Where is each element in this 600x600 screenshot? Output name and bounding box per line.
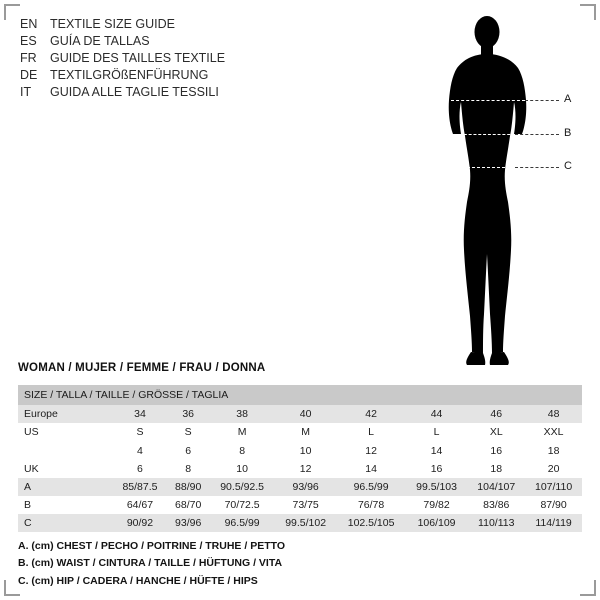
cell: 8	[209, 442, 274, 460]
cell: 14	[406, 442, 468, 460]
female-body-figure	[395, 10, 585, 370]
cell: 46	[467, 405, 525, 423]
cell: S	[167, 423, 209, 441]
measure-label-c: C	[564, 160, 572, 172]
size-table	[18, 385, 582, 532]
language-title-it: GUIDA ALLE TAGLIE TESSILI	[50, 84, 219, 99]
table-row	[18, 496, 582, 514]
cell: 99.5/103	[406, 478, 468, 496]
language-row-fr	[20, 50, 350, 67]
cell: L	[336, 423, 405, 441]
language-row-en	[20, 16, 350, 33]
cell: 40	[275, 405, 337, 423]
language-title-fr: GUIDE DES TAILLES TEXTILE	[50, 50, 226, 65]
cell: 104/107	[467, 478, 525, 496]
cell: 12	[275, 460, 337, 478]
cell: 12	[336, 442, 405, 460]
cell: 114/119	[525, 514, 582, 532]
cell: 90/92	[113, 514, 167, 532]
language-code-fr: FR	[20, 50, 37, 65]
cell: 70/72.5	[209, 496, 274, 514]
table-row	[18, 514, 582, 532]
cell: 76/78	[336, 496, 405, 514]
table-row	[18, 442, 582, 460]
cell: 14	[336, 460, 405, 478]
woman-silhouette-icon	[395, 10, 585, 370]
cell: 16	[467, 442, 525, 460]
language-title-en: TEXTILE SIZE GUIDE	[50, 17, 176, 31]
table-row	[18, 460, 582, 478]
cell: 6	[167, 442, 209, 460]
row-label-uk: UK	[18, 460, 113, 478]
cell: 64/67	[113, 496, 167, 514]
table-row	[18, 423, 582, 441]
cell: 90.5/92.5	[209, 478, 274, 496]
language-code-de: DE	[20, 67, 38, 82]
measure-line-hip-inner	[457, 167, 515, 168]
cell: 16	[406, 460, 468, 478]
cell: 10	[209, 460, 274, 478]
row-label-a: A	[18, 478, 113, 496]
table-header-label: SIZE / TALLA / TAILLE / GRÖSSE / TAGLIA	[24, 389, 229, 401]
cell: 68/70	[167, 496, 209, 514]
language-title-de: TEXTILGRÖßENFÜHRUNG	[50, 67, 209, 82]
language-row-it	[20, 84, 350, 101]
table-header-row	[18, 385, 582, 405]
cell: 42	[336, 405, 405, 423]
cell: 38	[209, 405, 274, 423]
measure-line-chest-outer	[525, 100, 559, 101]
language-row-es	[20, 33, 350, 50]
measure-line-chest-inner	[451, 100, 525, 101]
cell: 102.5/105	[336, 514, 405, 532]
cell: 79/82	[406, 496, 468, 514]
cell: 34	[113, 405, 167, 423]
row-label-c: C	[18, 514, 113, 532]
woman-section-header: WOMAN / MUJER / FEMME / FRAU / DONNA	[18, 362, 266, 374]
measure-line-waist-outer	[515, 134, 559, 135]
table-row	[18, 405, 582, 423]
cell: 83/86	[467, 496, 525, 514]
cell: 107/110	[525, 478, 582, 496]
cell: XL	[467, 423, 525, 441]
note-hip: C. (cm) HIP / CADERA / HANCHE / HÜFTE / HIPS	[18, 574, 258, 587]
cell: M	[275, 423, 337, 441]
measurement-notes	[18, 538, 285, 590]
note-chest: A. (cm) CHEST / PECHO / POITRINE / TRUHE / PETTO	[18, 540, 286, 552]
cell: 73/75	[275, 496, 337, 514]
language-code-it: IT	[20, 84, 32, 99]
row-label-us: US	[18, 423, 113, 441]
cell: 8	[167, 460, 209, 478]
row-label-us-numeric	[18, 442, 113, 460]
cell: 87/90	[525, 496, 582, 514]
language-row-de	[20, 67, 350, 84]
cell: 99.5/102	[275, 514, 337, 532]
corner-mark-bottom-right	[580, 580, 596, 596]
cell: 44	[406, 405, 468, 423]
cell: 18	[525, 442, 582, 460]
cell: S	[113, 423, 167, 441]
language-code-es: ES	[20, 33, 37, 48]
note-waist: B. (cm) WAIST / CINTURA / TAILLE / HÜFTUNG / VITA	[18, 557, 283, 570]
language-code-en: EN	[20, 17, 38, 31]
language-title-es: GUÍA DE TALLAS	[50, 33, 150, 48]
cell: XXL	[525, 423, 582, 441]
cell: 106/109	[406, 514, 468, 532]
measure-label-b: B	[564, 127, 572, 139]
table-row	[18, 478, 582, 496]
cell: 20	[525, 460, 582, 478]
measure-label-a: A	[564, 93, 572, 105]
cell: 96.5/99	[209, 514, 274, 532]
corner-mark-top-left	[4, 4, 20, 20]
cell: 6	[113, 460, 167, 478]
cell: 85/87.5	[113, 478, 167, 496]
cell: 48	[525, 405, 582, 423]
cell: 93/96	[167, 514, 209, 532]
cell: M	[209, 423, 274, 441]
language-title-block	[20, 16, 350, 100]
cell: L	[406, 423, 468, 441]
cell: 18	[467, 460, 525, 478]
measure-line-waist-inner	[459, 134, 515, 135]
cell: 93/96	[275, 478, 337, 496]
cell: 96.5/99	[336, 478, 405, 496]
cell: 110/113	[467, 514, 525, 532]
measure-line-hip-outer	[515, 167, 559, 168]
row-label-b: B	[18, 496, 113, 514]
cell: 10	[275, 442, 337, 460]
cell: 36	[167, 405, 209, 423]
cell: 88/90	[167, 478, 209, 496]
cell: 4	[113, 442, 167, 460]
row-label-europe: Europe	[18, 405, 113, 423]
